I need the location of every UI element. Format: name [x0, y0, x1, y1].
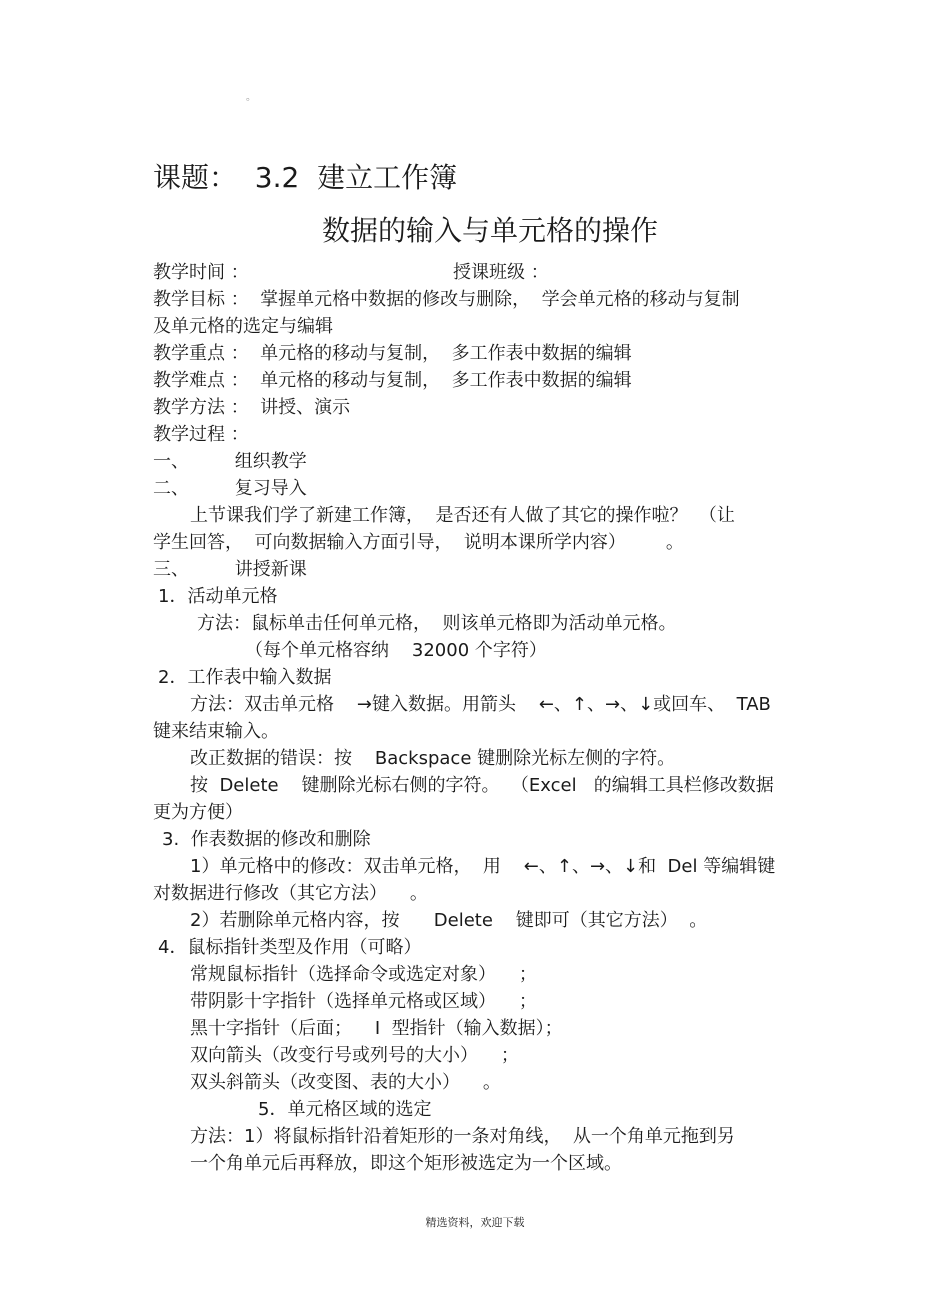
lesson-subtitle: 数据的输入与单元格的操作: [321, 214, 658, 247]
text-line: 更为方便）: [153, 802, 243, 823]
text-line: 方法：鼠标单击任何单元格， 则该单元格即为活动单元格。: [197, 613, 677, 634]
text-line: 教学目标 ： 掌握单元格中数据的修改与删除， 学会单元格的移动与复制: [153, 289, 740, 310]
item-heading: 5．单元格区域的选定: [258, 1099, 432, 1120]
class-label: 授课班级 ：: [453, 262, 549, 283]
text-line: 学生回答， 可向数据输入方面引导， 说明本课所学内容） 。: [153, 532, 684, 553]
text-line: 黑十字指针（后面； I 型指针（输入数据）；: [190, 1018, 563, 1039]
text-line: 一个角单元后再释放，即这个矩形被选定为一个区域。: [190, 1153, 622, 1174]
section-heading: 一、 组织教学: [153, 451, 307, 472]
item-heading: 2．工作表中输入数据: [158, 667, 332, 688]
text-line: 教学方法 ： 讲授、演示: [153, 397, 351, 418]
lesson-title: 课题： 3.2 建立工作簿: [153, 161, 458, 194]
section-heading: 二、 复习导入: [153, 478, 307, 499]
text-line: （每个单元格容纳 32000 个字符）: [245, 640, 547, 661]
item-heading: 1．活动单元格: [158, 586, 278, 607]
section-heading: 三、 讲授新课: [153, 559, 307, 580]
item-heading: 3. 作表数据的修改和删除: [162, 829, 371, 850]
text-line: 改正数据的错误：按 Backspace 键删除光标左侧的字符。: [190, 748, 676, 769]
text-line: 1）单元格中的修改：双击单元格， 用 ←、↑、→、↓和 Del 等编辑键: [190, 856, 776, 877]
text-line: 及单元格的选定与编辑: [153, 316, 333, 337]
text-line: 方法：双击单元格 →键入数据。用箭头 ←、↑、→、↓或回车、 TAB: [190, 694, 771, 715]
text-line: 常规鼠标指针（选择命令或选定对象） ；: [190, 964, 537, 985]
text-line: 双头斜箭头（改变图、表的大小） 。: [190, 1072, 501, 1093]
page-footer: 精选资料，欢迎下载: [425, 1216, 525, 1229]
text-line: 教学过程 ：: [153, 424, 249, 445]
text-line: 方法：1）将鼠标指针沿着矩形的一条对角线， 从一个角单元拖到另: [190, 1126, 735, 1147]
text-line: 上节课我们学了新建工作簿， 是否还有人做了其它的操作啦？ （让: [190, 505, 735, 526]
text-line: 教学难点 ： 单元格的移动与复制， 多工作表中数据的编辑: [153, 370, 632, 391]
text-line: 对数据进行修改（其它方法） 。: [153, 883, 428, 904]
text-line: 双向箭头（改变行号或列号的大小） ；: [190, 1045, 519, 1066]
teaching-time-label: 教学时间 ：: [153, 262, 249, 283]
text-line: 带阴影十字指针（选择单元格或区域） ；: [190, 991, 537, 1012]
text-line: 教学重点 ： 单元格的移动与复制， 多工作表中数据的编辑: [153, 343, 632, 364]
item-heading: 4．鼠标指针类型及作用（可略）: [158, 937, 422, 958]
text-line: 键来结束输入。: [153, 721, 279, 742]
top-mark: 。: [246, 92, 256, 103]
text-line: 2）若删除单元格内容，按 Delete 键即可（其它方法） 。: [190, 910, 708, 931]
text-line: 按 Delete 键删除光标右侧的字符。 （Excel 的编辑工具栏修改数据: [190, 775, 774, 796]
